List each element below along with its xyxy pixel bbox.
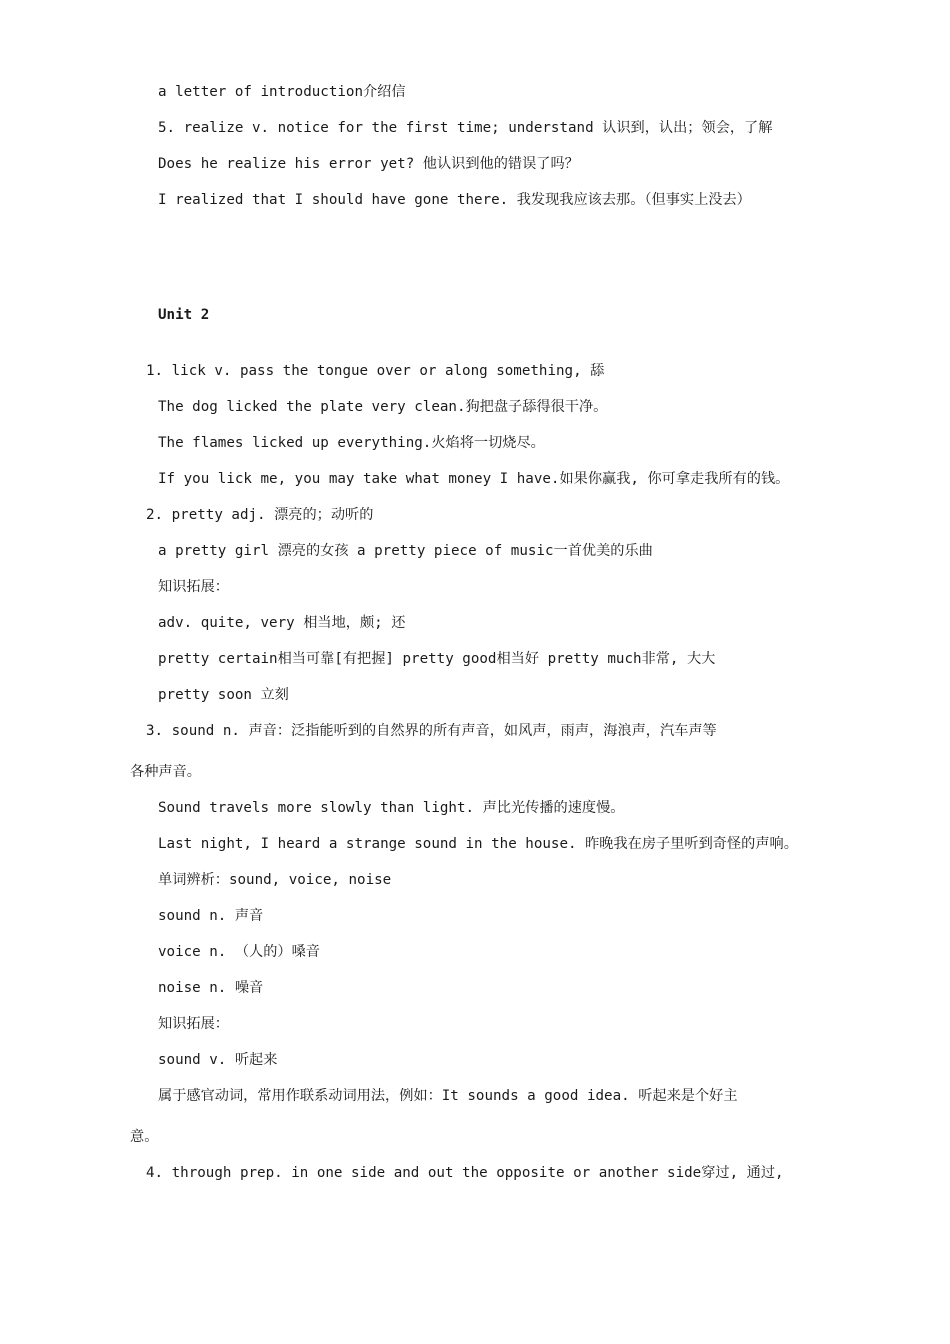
- definition-line: noise n. 噪音: [158, 980, 264, 996]
- text-line-continuation: 意。: [130, 1129, 159, 1145]
- definition-line: sound v. 听起来: [158, 1052, 278, 1068]
- text-line: 属于感官动词，常用作联系动词用法，例如：It sounds a good idea. 听起来是个好主: [158, 1088, 738, 1104]
- example-sentence: Sound travels more slowly than light. 声比光传播的速度慢。: [158, 800, 625, 816]
- definition-line: voice n. （人的）嗓音: [158, 944, 320, 960]
- text-line: a letter of introduction介绍信: [158, 84, 406, 100]
- definition-line: sound n. 声音: [158, 908, 264, 924]
- section-label: 知识拓展：: [158, 579, 229, 595]
- example-phrase: pretty soon 立刻: [158, 687, 289, 703]
- example-sentence: Does he realize his error yet? 他认识到他的错误了吗？: [158, 156, 579, 172]
- list-item-realize: 5. realize v. notice for the first time; understand 认识到，认出；领会，了解: [158, 120, 773, 136]
- example-sentence: I realized that I should have gone there. 我发现我应该去那。（但事实上没去）: [158, 192, 751, 208]
- list-item-sound: 3. sound n. 声音：泛指能听到的自然界的所有声音，如风声，雨声，海浪声，汽车声等: [146, 723, 717, 739]
- example-phrase: pretty certain相当可靠[有把握] pretty good相当好 pretty much非常, 大大: [158, 651, 716, 667]
- text-line-continuation: 各种声音。: [130, 764, 201, 780]
- example-sentence: If you lick me, you may take what money I have.如果你赢我, 你可拿走我所有的钱。: [158, 471, 790, 487]
- example-sentence: The flames licked up everything.火焰将一切烧尽。: [158, 435, 545, 451]
- example-phrase: a pretty girl 漂亮的女孩 a pretty piece of music一首优美的乐曲: [158, 543, 653, 559]
- list-item-lick: 1. lick v. pass the tongue over or along something, 舔: [146, 363, 605, 379]
- definition-line: adv. quite, very 相当地，颇; 还: [158, 615, 406, 631]
- example-sentence: The dog licked the plate very clean.狗把盘子舔得很干净。: [158, 399, 608, 415]
- example-sentence: Last night, I heard a strange sound in the house. 昨晚我在房子里听到奇怪的声响。: [158, 836, 798, 852]
- section-label: 知识拓展：: [158, 1016, 229, 1032]
- section-label: 单词辨析：sound, voice, noise: [158, 872, 392, 888]
- list-item-through: 4. through prep. in one side and out the opposite or another side穿过, 通过,: [146, 1165, 784, 1181]
- list-item-pretty: 2. pretty adj. 漂亮的；动听的: [146, 507, 374, 523]
- unit-heading: Unit 2: [158, 307, 210, 323]
